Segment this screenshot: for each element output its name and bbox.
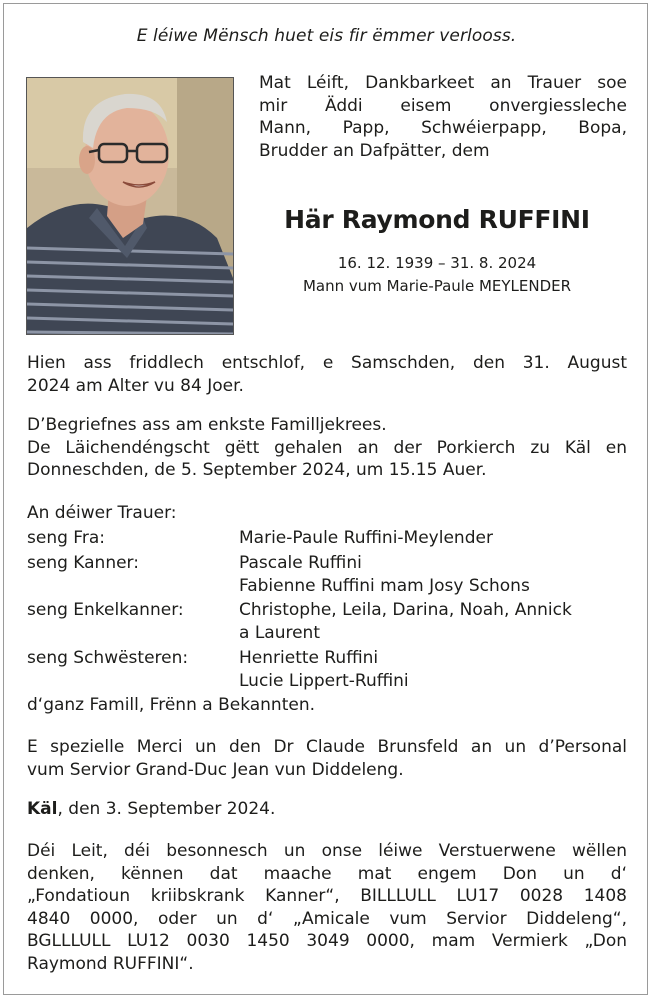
mourner-name: Henriette Ruffini [239,648,379,668]
mourner-name: Pascale Ruffini [239,553,362,573]
mourner-relation: seng Enkelkanner: [27,600,184,620]
intro-line: Mat Léift, Dankbarkeet an Trauer soe [259,73,627,93]
death-notice [27,352,627,397]
family-line-text: d‘ganz Famill, Frënn a Bekannten. [27,695,316,715]
funeral-line: Donneschden, de 5. September 2024, um 15.15 Auer. [27,460,487,480]
spouse-line: Mann vum Marie-Paule MEYLENDER [302,277,572,295]
funeral-line: De Läichendéngscht gëtt gehalen an der Porkierch zu Käl en [27,437,627,458]
death-notice-line: 2024 am Alter vu 84 Joer. [27,375,244,396]
donation-info [27,840,627,975]
mourner-name: Lucie Lippert-Ruffini [239,670,409,691]
mourner-name: Marie-Paule Ruffini-Meylender [239,528,493,548]
thanks-line: vum Servior Grand-Duc Jean vun Diddeleng. [27,759,404,780]
mourner-name: Fabienne Ruffini mam Josy Schons [239,575,530,596]
death-notice-line: Hien ass friddlech entschlof, e Samschden, den 31. August [27,353,627,373]
place-date [27,798,627,821]
mourner-relation: seng Fra: [27,528,105,548]
thanks-line: E spezielle Merci un den Dr Claude Brunsfeld an un d’Personal [27,737,627,757]
portrait-photo [26,77,234,335]
intro-text [259,72,627,162]
thanks [27,736,627,781]
mourners-intro [27,502,627,525]
deceased-name: Här Raymond RUFFINI [284,205,590,234]
place-name: Käl [27,799,58,819]
funeral-line: D’Begriefnes ass am enkste Familljekrees. [27,415,387,435]
intro-line: mir Äddi eisem onvergiessleche [259,95,627,116]
mourners-intro-text: An déiwer Trauer: [27,503,177,523]
donation-line: „Fondatioun kriibskrank Kanner“, BILLLULL LU17 0028 1408 [27,886,627,906]
life-dates: 16. 12. 1939 – 31. 8. 2024 [337,254,537,272]
mourner-relation: seng Kanner: [27,553,139,573]
donation-line: 4840 0000, oder un d‘ „Amicale vum Servior Diddeleng“, [27,908,627,929]
donation-line: Déi Leit, déi besonnesch un onse léiwe Verstuerwene wëllen [27,841,627,861]
intro-line: Mann, Papp, Schwéierpapp, Bopa, [259,118,627,138]
family-line [27,694,627,717]
intro-line: Brudder an Dafpätter, dem [259,140,490,161]
mourner-name: a Laurent [239,622,320,643]
donation-line: BGLLLULL LU12 0030 1450 3049 0000, mam Vermierk „Don [27,931,627,951]
funeral-info [27,414,627,482]
donation-line: denken, kënnen dat maache mat engem Don un d‘ [27,863,627,884]
donation-line: Raymond RUFFINI“. [27,953,194,974]
motto: E léiwe Mënsch huet eis fir ëmmer verlooss. [136,26,517,46]
mourner-relation: seng Schwësteren: [27,648,189,668]
place-date-text: , den 3. September 2024. [57,799,276,819]
mourner-name: Christophe, Leila, Darina, Noah, Annick [239,600,572,620]
